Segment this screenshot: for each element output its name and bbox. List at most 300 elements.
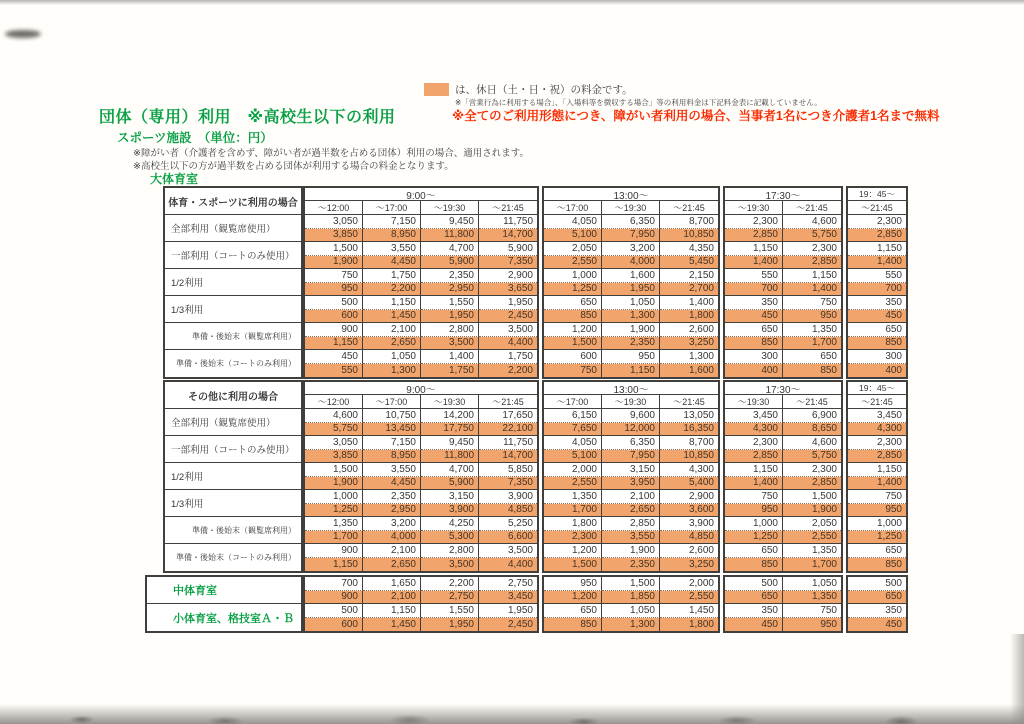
fee-weekday: 2,300 — [725, 436, 783, 450]
fee-weekday: 1,500 — [305, 242, 363, 256]
fee-weekday: 1,550 — [421, 604, 479, 618]
fee-weekday: 1,500 — [783, 490, 841, 504]
fee-weekday: 1,350 — [305, 517, 363, 531]
fee-holiday: 5,100 — [544, 450, 602, 464]
fee-holiday: 1,250 — [305, 504, 363, 518]
scan-edge-top — [0, 0, 1024, 5]
fee-holiday: 2,700 — [660, 283, 718, 297]
fee-weekday: 2,050 — [544, 242, 602, 256]
fee-weekday: 1,800 — [544, 517, 602, 531]
fee-weekday: 750 — [305, 269, 363, 283]
time-sub-header: ～17:00 — [544, 201, 602, 215]
row-label: 1/2利用 — [165, 269, 301, 296]
fee-holiday: 4,000 — [363, 531, 421, 545]
fee-weekday: 500 — [305, 296, 363, 310]
fee-weekday: 2,600 — [660, 544, 718, 558]
fee-holiday: 1,900 — [783, 504, 841, 518]
fee-holiday: 5,450 — [660, 256, 718, 270]
fee-holiday: 2,950 — [421, 283, 479, 297]
fee-holiday: 5,900 — [421, 477, 479, 491]
fee-weekday: 2,150 — [660, 269, 718, 283]
fee-weekday: 1,350 — [783, 544, 841, 558]
table-sports-use-group-2 — [723, 186, 843, 379]
fee-holiday: 1,300 — [363, 364, 421, 378]
fee-weekday: 3,900 — [660, 517, 718, 531]
fee-holiday: 7,650 — [544, 423, 602, 437]
fee-weekday: 3,500 — [479, 323, 537, 337]
time-group-header: 13:00～ — [544, 188, 718, 201]
fee-holiday: 16,350 — [660, 423, 718, 437]
fee-holiday: 1,300 — [602, 310, 660, 324]
fee-weekday: 2,350 — [363, 490, 421, 504]
fee-holiday: 3,600 — [660, 504, 718, 518]
fee-weekday: 2,900 — [479, 269, 537, 283]
fee-holiday: 10,850 — [660, 229, 718, 243]
fee-weekday: 2,100 — [363, 323, 421, 337]
table-sports-use — [163, 186, 908, 379]
fee-holiday: 4,850 — [660, 531, 718, 545]
fee-weekday: 7,150 — [363, 436, 421, 450]
table-other-use-group-1 — [542, 380, 720, 573]
fee-holiday: 2,850 — [848, 229, 906, 243]
fee-weekday: 2,000 — [544, 463, 602, 477]
fee-weekday: 3,550 — [363, 242, 421, 256]
fee-weekday: 3,550 — [363, 463, 421, 477]
time-sub-header: ～12:00 — [305, 201, 363, 215]
fee-weekday: 750 — [848, 490, 906, 504]
fee-weekday: 4,050 — [544, 215, 602, 229]
fee-weekday: 650 — [848, 323, 906, 337]
table-sports-use-group-3 — [846, 186, 908, 379]
fee-holiday: 650 — [848, 591, 906, 605]
holiday-legend-text: は、休日（土・日・祝）の料金です。 — [455, 84, 633, 96]
fee-holiday: 5,100 — [544, 229, 602, 243]
fee-holiday: 5,750 — [305, 423, 363, 437]
scan-smudge — [5, 30, 41, 38]
time-sub-header: ～21:45 — [783, 395, 841, 409]
time-group-header: 19：45～ — [848, 382, 906, 395]
fee-holiday: 1,950 — [602, 283, 660, 297]
fee-holiday: 1,400 — [848, 256, 906, 270]
time-group-header: 9:00～ — [305, 382, 537, 395]
fee-weekday: 2,300 — [783, 463, 841, 477]
fee-weekday: 6,350 — [602, 436, 660, 450]
fee-weekday: 300 — [848, 350, 906, 364]
fee-weekday: 1,200 — [544, 323, 602, 337]
fee-holiday: 550 — [305, 364, 363, 378]
fee-holiday: 7,350 — [479, 477, 537, 491]
fee-weekday: 1,000 — [848, 517, 906, 531]
fee-holiday: 400 — [725, 364, 783, 378]
table-other-use-labels — [163, 380, 303, 573]
fee-weekday: 1,300 — [660, 350, 718, 364]
fee-holiday: 1,450 — [363, 310, 421, 324]
fee-weekday: 1,400 — [660, 296, 718, 310]
fee-weekday: 1,450 — [660, 604, 718, 618]
fee-holiday: 1,200 — [544, 591, 602, 605]
row-label: 準備・後始末（コートのみ利用） — [176, 553, 296, 562]
fee-weekday: 4,050 — [544, 436, 602, 450]
fee-weekday: 1,150 — [848, 463, 906, 477]
time-sub-header: ～17:00 — [544, 395, 602, 409]
table-other-facilities — [145, 575, 908, 633]
fee-weekday: 1,150 — [848, 242, 906, 256]
fee-holiday: 3,850 — [305, 229, 363, 243]
fee-weekday: 4,700 — [421, 463, 479, 477]
time-sub-header: ～19:30 — [725, 395, 783, 409]
fee-weekday: 8,700 — [660, 436, 718, 450]
fee-holiday: 1,800 — [660, 310, 718, 324]
fee-holiday: 2,450 — [479, 618, 537, 632]
time-group-header: 19：45～ — [848, 188, 906, 201]
fee-holiday: 2,550 — [544, 256, 602, 270]
fee-weekday: 2,850 — [602, 517, 660, 531]
fee-weekday: 4,600 — [305, 409, 363, 423]
fee-weekday: 4,350 — [660, 242, 718, 256]
fee-holiday: 1,750 — [421, 364, 479, 378]
fee-weekday: 2,000 — [660, 577, 718, 591]
fee-holiday: 950 — [783, 618, 841, 632]
fee-holiday: 2,650 — [363, 558, 421, 572]
fee-weekday: 9,450 — [421, 436, 479, 450]
fee-weekday: 1,750 — [363, 269, 421, 283]
fee-holiday: 2,850 — [783, 477, 841, 491]
fee-holiday: 2,650 — [602, 504, 660, 518]
fee-weekday: 1,150 — [363, 296, 421, 310]
fee-holiday: 2,100 — [363, 591, 421, 605]
fee-holiday: 22,100 — [479, 423, 537, 437]
fee-weekday: 950 — [602, 350, 660, 364]
fee-holiday: 3,450 — [479, 591, 537, 605]
fee-holiday: 2,850 — [848, 450, 906, 464]
table-sports-use-group-1 — [542, 186, 720, 379]
fee-holiday: 1,400 — [848, 477, 906, 491]
fee-weekday: 1,350 — [783, 323, 841, 337]
fee-weekday: 1,150 — [725, 463, 783, 477]
fee-weekday: 350 — [725, 604, 783, 618]
fee-holiday: 1,450 — [363, 618, 421, 632]
fee-holiday: 8,650 — [783, 423, 841, 437]
fee-weekday: 3,450 — [725, 409, 783, 423]
fee-holiday: 3,250 — [660, 337, 718, 351]
fee-holiday: 2,200 — [479, 364, 537, 378]
fee-holiday: 2,200 — [363, 283, 421, 297]
table-section-title: 体育・スポーツに利用の場合 — [165, 188, 301, 215]
page-title: 団体（専用）利用 ※高校生以下の利用 — [99, 109, 396, 126]
fee-weekday: 1,050 — [363, 350, 421, 364]
fee-holiday: 1,950 — [421, 618, 479, 632]
fee-holiday: 600 — [305, 618, 363, 632]
fee-weekday: 350 — [848, 296, 906, 310]
fee-holiday: 1,700 — [544, 504, 602, 518]
time-group-header: 17:30～ — [725, 382, 841, 395]
fee-weekday: 500 — [848, 577, 906, 591]
fee-weekday: 650 — [725, 323, 783, 337]
fee-holiday: 2,300 — [544, 531, 602, 545]
fee-holiday: 17,750 — [421, 423, 479, 437]
fee-weekday: 17,650 — [479, 409, 537, 423]
fee-weekday: 6,350 — [602, 215, 660, 229]
time-sub-header: ～21:45 — [783, 201, 841, 215]
fee-weekday: 650 — [544, 296, 602, 310]
fee-weekday: 1,650 — [363, 577, 421, 591]
time-sub-header: ～19:30 — [725, 201, 783, 215]
fee-holiday: 2,850 — [725, 450, 783, 464]
fee-weekday: 1,950 — [479, 604, 537, 618]
fee-holiday: 11,800 — [421, 450, 479, 464]
time-sub-header: ～21:45 — [660, 201, 718, 215]
fee-holiday: 1,900 — [305, 256, 363, 270]
fee-holiday: 11,800 — [421, 229, 479, 243]
fee-weekday: 10,750 — [363, 409, 421, 423]
fee-weekday: 450 — [305, 350, 363, 364]
fee-holiday: 3,900 — [421, 504, 479, 518]
note-caregiver-free: ※全てのご利用形態につき、障がい者利用の場合、当事者1名につき介護者1名まで無料 — [452, 109, 940, 123]
time-sub-header: ～19:30 — [602, 395, 660, 409]
fee-weekday: 950 — [544, 577, 602, 591]
fee-weekday: 750 — [783, 296, 841, 310]
fee-holiday: 450 — [725, 310, 783, 324]
fee-holiday: 1,400 — [725, 477, 783, 491]
fee-holiday: 13,450 — [363, 423, 421, 437]
fee-weekday: 3,150 — [602, 463, 660, 477]
fee-weekday: 9,600 — [602, 409, 660, 423]
fee-weekday: 1,350 — [544, 490, 602, 504]
note-business-use: ※「営業行為に利用する場合」、「入場料等を徴収する場合」等の利用料金は下記料金表に記載していません。 — [455, 98, 822, 107]
fee-holiday: 3,500 — [421, 558, 479, 572]
fee-weekday: 1,000 — [305, 490, 363, 504]
fee-holiday: 10,850 — [660, 450, 718, 464]
fee-holiday: 8,950 — [363, 450, 421, 464]
fee-holiday: 7,350 — [479, 256, 537, 270]
fee-holiday: 450 — [848, 618, 906, 632]
fee-weekday: 3,200 — [602, 242, 660, 256]
fee-weekday: 4,600 — [783, 215, 841, 229]
fee-holiday: 2,350 — [602, 337, 660, 351]
fee-weekday: 2,600 — [660, 323, 718, 337]
holiday-legend — [424, 82, 633, 97]
fee-holiday: 1,400 — [725, 256, 783, 270]
row-label: 全部利用（観覧席使用） — [165, 215, 301, 242]
fee-weekday: 650 — [783, 350, 841, 364]
fee-holiday: 2,650 — [363, 337, 421, 351]
fee-weekday: 1,000 — [725, 517, 783, 531]
fee-weekday: 2,300 — [848, 215, 906, 229]
fee-weekday: 1,950 — [479, 296, 537, 310]
fee-holiday: 450 — [725, 618, 783, 632]
table-other-use — [163, 380, 908, 573]
fee-weekday: 6,150 — [544, 409, 602, 423]
fee-holiday: 7,950 — [602, 229, 660, 243]
table-sports-use-labels — [163, 186, 303, 379]
fee-holiday: 4,400 — [479, 558, 537, 572]
table-other-facilities-group-0 — [303, 575, 539, 633]
fee-weekday: 3,150 — [421, 490, 479, 504]
table-other-use-group-2 — [723, 380, 843, 573]
fee-weekday: 1,550 — [421, 296, 479, 310]
fee-holiday: 5,900 — [421, 256, 479, 270]
fee-weekday: 1,600 — [602, 269, 660, 283]
fee-holiday: 14,700 — [479, 450, 537, 464]
row-label: 準備・後始末（観覧席利用） — [165, 323, 301, 350]
fee-holiday: 4,400 — [479, 337, 537, 351]
fee-weekday: 2,750 — [479, 577, 537, 591]
row-label: 中体育室 — [147, 577, 301, 604]
fee-holiday: 700 — [848, 283, 906, 297]
fee-holiday: 14,700 — [479, 229, 537, 243]
fee-holiday: 4,300 — [725, 423, 783, 437]
row-label: 小体育室、格技室Ａ・Ｂ — [173, 612, 294, 625]
row-label: 全部利用（観覧席使用） — [165, 409, 301, 436]
fee-holiday: 2,750 — [421, 591, 479, 605]
fee-holiday: 3,550 — [602, 531, 660, 545]
row-label: 一部利用（コートのみ使用） — [165, 242, 301, 269]
fee-holiday: 900 — [305, 591, 363, 605]
fee-holiday: 4,450 — [363, 256, 421, 270]
fee-holiday: 3,650 — [479, 283, 537, 297]
fee-holiday: 1,500 — [544, 558, 602, 572]
fee-holiday: 4,300 — [848, 423, 906, 437]
fee-holiday: 2,550 — [544, 477, 602, 491]
fee-weekday: 500 — [305, 604, 363, 618]
fee-weekday: 6,900 — [783, 409, 841, 423]
fee-holiday: 2,350 — [602, 558, 660, 572]
fee-holiday: 5,750 — [783, 229, 841, 243]
fee-holiday: 850 — [725, 337, 783, 351]
fee-holiday: 2,550 — [783, 531, 841, 545]
fee-weekday: 2,050 — [783, 517, 841, 531]
fee-weekday: 3,050 — [305, 436, 363, 450]
fee-weekday: 350 — [848, 604, 906, 618]
fee-weekday: 2,100 — [363, 544, 421, 558]
fee-weekday: 500 — [725, 577, 783, 591]
fee-weekday: 1,000 — [544, 269, 602, 283]
fee-weekday: 11,750 — [479, 436, 537, 450]
holiday-color-swatch — [424, 83, 449, 96]
fee-holiday: 12,000 — [602, 423, 660, 437]
fee-holiday: 1,150 — [305, 558, 363, 572]
fee-holiday: 8,950 — [363, 229, 421, 243]
fee-holiday: 1,700 — [305, 531, 363, 545]
fee-weekday: 3,200 — [363, 517, 421, 531]
fee-weekday: 900 — [305, 544, 363, 558]
fee-holiday: 6,600 — [479, 531, 537, 545]
fee-holiday: 3,950 — [602, 477, 660, 491]
fee-holiday: 850 — [848, 558, 906, 572]
fee-weekday: 750 — [783, 604, 841, 618]
fee-holiday: 750 — [544, 364, 602, 378]
fee-holiday: 7,950 — [602, 450, 660, 464]
table-other-facilities-group-3 — [846, 575, 908, 633]
fee-holiday: 3,250 — [660, 558, 718, 572]
time-sub-header: ～17:00 — [363, 395, 421, 409]
fee-weekday: 1,150 — [783, 269, 841, 283]
fee-weekday: 5,850 — [479, 463, 537, 477]
fee-weekday: 1,150 — [725, 242, 783, 256]
fee-holiday: 1,150 — [602, 364, 660, 378]
fee-weekday: 2,200 — [421, 577, 479, 591]
fee-weekday: 9,450 — [421, 215, 479, 229]
fee-holiday: 4,450 — [363, 477, 421, 491]
fee-holiday: 950 — [725, 504, 783, 518]
fee-weekday: 1,900 — [602, 544, 660, 558]
row-label: 1/2利用 — [165, 463, 301, 490]
fee-holiday: 850 — [783, 364, 841, 378]
fee-holiday: 950 — [848, 504, 906, 518]
fee-weekday: 2,300 — [848, 436, 906, 450]
fee-holiday: 1,800 — [660, 618, 718, 632]
fee-weekday: 1,150 — [363, 604, 421, 618]
fee-holiday: 2,850 — [725, 229, 783, 243]
fee-weekday: 3,050 — [305, 215, 363, 229]
fee-weekday: 1,200 — [544, 544, 602, 558]
fee-weekday: 1,400 — [421, 350, 479, 364]
fee-weekday: 1,500 — [602, 577, 660, 591]
table-other-facilities-group-2 — [723, 575, 843, 633]
fee-holiday: 1,500 — [544, 337, 602, 351]
fee-weekday: 7,150 — [363, 215, 421, 229]
fee-weekday: 550 — [725, 269, 783, 283]
fee-holiday: 400 — [848, 364, 906, 378]
fee-holiday: 950 — [783, 310, 841, 324]
fee-weekday: 3,500 — [479, 544, 537, 558]
fee-holiday: 450 — [848, 310, 906, 324]
fee-holiday: 1,300 — [602, 618, 660, 632]
fee-holiday: 4,000 — [602, 256, 660, 270]
row-label: 1/3利用 — [165, 490, 301, 517]
fee-weekday: 11,750 — [479, 215, 537, 229]
fee-holiday: 850 — [544, 310, 602, 324]
row-label: 準備・後始末（コートのみ利用） — [176, 359, 296, 368]
fee-weekday: 650 — [848, 544, 906, 558]
fee-weekday: 900 — [305, 323, 363, 337]
fee-weekday: 2,800 — [421, 544, 479, 558]
fee-holiday: 2,450 — [479, 310, 537, 324]
fee-holiday: 700 — [725, 283, 783, 297]
fee-weekday: 300 — [725, 350, 783, 364]
fee-weekday: 350 — [725, 296, 783, 310]
note-disability: ※障がい者（介護者を含めず、障がい者が過半数を占める団体）利用の場合、適用されます。 — [133, 148, 529, 159]
fee-weekday: 550 — [848, 269, 906, 283]
time-sub-header: ～19:30 — [421, 201, 479, 215]
fee-holiday: 1,150 — [305, 337, 363, 351]
fee-weekday: 2,300 — [725, 215, 783, 229]
fee-weekday: 2,350 — [421, 269, 479, 283]
fee-holiday: 1,250 — [848, 531, 906, 545]
fee-holiday: 650 — [725, 591, 783, 605]
fee-holiday: 1,250 — [725, 531, 783, 545]
table-other-facilities-group-1 — [542, 575, 720, 633]
fee-weekday: 3,450 — [848, 409, 906, 423]
fee-holiday: 1,700 — [783, 558, 841, 572]
time-sub-header: ～21:45 — [848, 201, 906, 215]
fee-weekday: 2,100 — [602, 490, 660, 504]
fee-weekday: 2,800 — [421, 323, 479, 337]
table-other-use-group-3 — [846, 380, 908, 573]
time-sub-header: ～21:45 — [848, 395, 906, 409]
fee-holiday: 4,850 — [479, 504, 537, 518]
fee-weekday: 4,250 — [421, 517, 479, 531]
fee-holiday: 2,950 — [363, 504, 421, 518]
fee-weekday: 14,200 — [421, 409, 479, 423]
fee-weekday: 650 — [725, 544, 783, 558]
table-section-title: その他に利用の場合 — [165, 382, 301, 409]
table-other-use-group-0 — [303, 380, 539, 573]
time-sub-header: ～17:00 — [363, 201, 421, 215]
time-sub-header: ～21:45 — [660, 395, 718, 409]
time-sub-header: ～19:30 — [602, 201, 660, 215]
fee-holiday: 1,600 — [660, 364, 718, 378]
